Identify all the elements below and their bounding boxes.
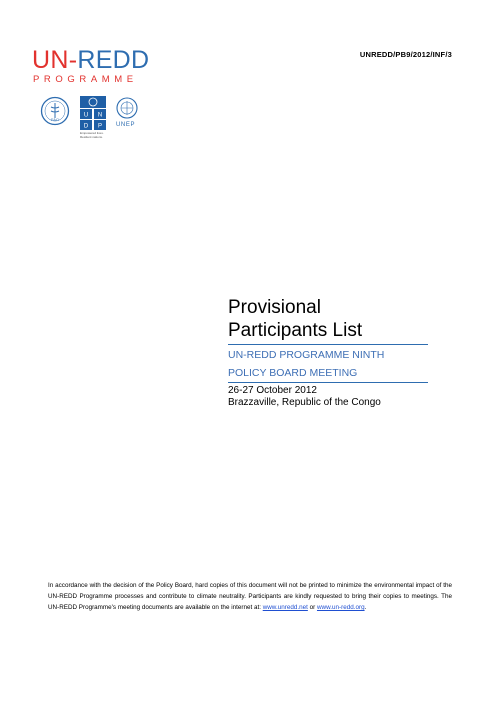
un-redd-logo: [32, 48, 149, 73]
svg-text:N: N: [97, 112, 103, 119]
meeting-place: Brazzaville, Republic of the Congo: [228, 397, 381, 408]
title-line-1: Provisional: [228, 297, 321, 318]
disclaimer-or: or: [307, 604, 317, 611]
logo-programme-text: PROGRAMME: [33, 74, 138, 85]
un-redd-org-link[interactable]: www.un-redd.org: [316, 604, 365, 611]
disclaimer-paragraph: [48, 580, 452, 613]
undp-emblem-icon: [80, 96, 106, 139]
partner-emblems: [40, 96, 150, 140]
svg-text:FAO: FAO: [50, 117, 60, 122]
title-line-2: Participants List: [228, 320, 363, 341]
subtitle-line-2: POLICY BOARD MEETING: [228, 367, 358, 379]
subtitle-rule: [228, 382, 428, 383]
unredd-net-link[interactable]: www.unredd.net: [262, 604, 308, 611]
unep-logo-text: UNEP: [116, 122, 136, 128]
unep-emblem-icon: [114, 96, 140, 128]
title-block: [228, 296, 428, 410]
svg-text:U: U: [83, 112, 89, 119]
logo-redd-text: REDD: [77, 46, 150, 74]
disclaimer-text: In accordance with the decision of the Policy Board, hard copies of this document will not be printed to minimize the environmental impact of the UN-REDD Programme processes and contribute to climate neutrality. Participants are kindly requested to bring their copies to meetings. The UN-REDD Programme's meeting documents are available on the internet at:: [48, 582, 452, 611]
document-reference: UNREDD/PB9/2012/INF/3: [359, 50, 452, 59]
svg-text:P: P: [97, 123, 103, 130]
meeting-date: 26-27 October 2012: [228, 385, 317, 396]
disclaimer-end: .: [364, 604, 367, 611]
fao-emblem-icon: [40, 96, 70, 126]
subtitle-line-1: UN-REDD PROGRAMME NINTH: [228, 349, 385, 361]
logo-un-text: UN-: [32, 46, 78, 74]
svg-text:D: D: [83, 123, 89, 130]
undp-tagline: Empowered lives. Resilient nations.: [80, 131, 104, 139]
title-rule: [228, 344, 428, 345]
